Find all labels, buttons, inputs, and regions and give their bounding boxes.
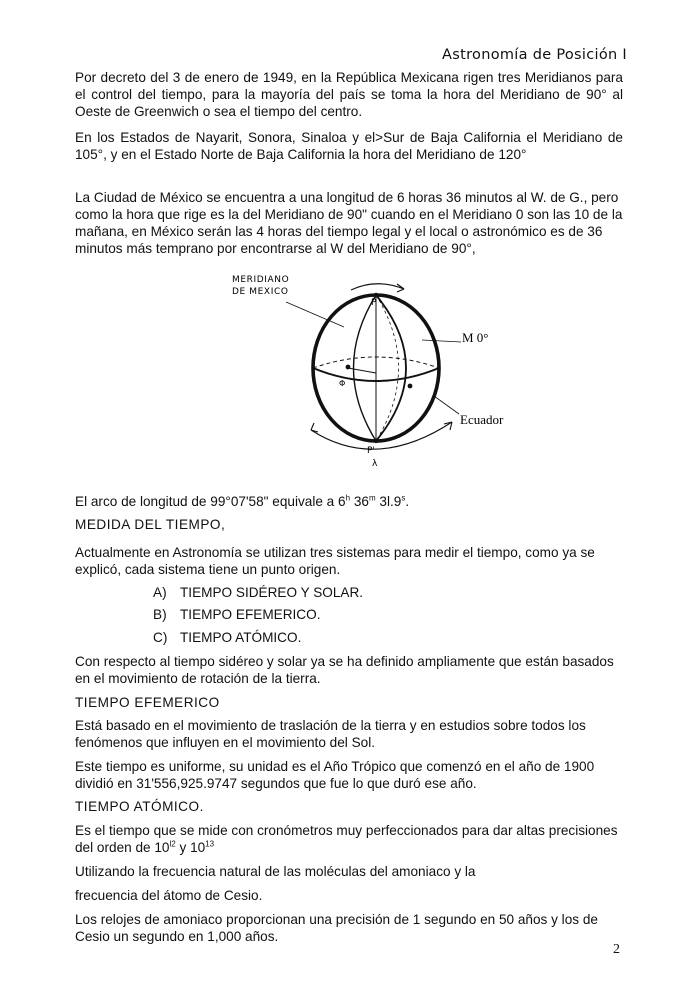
- m0-label-leader: [422, 340, 461, 342]
- longitude-lambda-label: λ: [372, 459, 378, 469]
- list-item-text: TIEMPO SIDÉREO Y SOLAR.: [180, 585, 364, 600]
- pole-south-label: P': [367, 446, 375, 456]
- latitude-radius: [348, 368, 376, 373]
- list-marker: A): [153, 585, 167, 600]
- celestial-sphere-diagram: [226, 272, 526, 482]
- paragraph-states-meridians: En los Estados de Nayarit, Sonora, Sinaloa y el>Sur de Baja California el Meridiano de 105°, y en el Estado Norte de Baja California la hora del Meridiano de 120°: [75, 130, 623, 162]
- arc-seconds-unit: s: [401, 493, 406, 503]
- latitude-phi-label: Φ: [339, 379, 346, 388]
- list-item-text: TIEMPO EFEMERICO.: [180, 607, 321, 622]
- ecuador-label: Ecuador: [460, 412, 504, 427]
- arc-text-a: El arco de longitud de 99°07'58" equivale a 6: [75, 494, 346, 509]
- paragraph-clock-precision: Los relojes de amoniaco proporcionan una precisión de 1 segundo en 50 años y los de Cesio un segundo en 1,000 años.: [75, 912, 598, 944]
- arc-text-b: 36: [350, 494, 369, 509]
- atomic-text-b: y 10: [175, 840, 206, 855]
- place-point: [346, 365, 351, 370]
- atomic-exponent-12: l2: [169, 839, 176, 849]
- greenwich-meridian-line: [376, 295, 406, 441]
- list-marker: C): [153, 630, 168, 645]
- arc-text-d: .: [405, 494, 410, 509]
- arc-text-c: 3l.9: [375, 494, 402, 509]
- running-header: Astronomía de Posición I: [442, 47, 627, 63]
- meridian-label-line1: MERIDIANO: [232, 275, 290, 285]
- list-item-atomico: [153, 629, 301, 646]
- arc-hours-unit: h: [345, 493, 351, 503]
- paragraph-cesium-frequency: frecuencia del átomo de Cesio.: [75, 888, 263, 903]
- page-number: 2: [613, 942, 620, 957]
- longitude-arc: [311, 422, 452, 449]
- celestial-sphere-figure: [226, 272, 526, 482]
- longitude-arrowhead-left: [311, 423, 318, 432]
- list-item-text: TIEMPO ATÓMICO.: [180, 630, 302, 645]
- heading-medida-del-tiempo: MEDIDA DEL TIEMPO,: [75, 517, 226, 532]
- list-marker: B): [153, 607, 167, 622]
- paragraph-decree: Por decreto del 3 de enero de 1949, en la República Mexicana rigen tres Meridianos para el control del tiempo, para la mayoría del país se toma la hora del Meridiano de 90° al Oeste de Greenwich o sea el tiempo del centro.: [75, 70, 623, 119]
- pole-north-point: [374, 293, 378, 297]
- meridian-label-line2: DE MEXICO: [232, 287, 289, 297]
- arc-minutes-unit: m: [368, 493, 376, 503]
- atomic-exponent-13: 13: [205, 839, 215, 849]
- back-meridian-line: [376, 295, 399, 441]
- rotation-arc: [351, 284, 404, 290]
- paragraph-tropical-year: Este tiempo es uniforme, su unidad es el Año Trópico que comenzó en el año de 1900 dividió en 31'556,925.9747 segundos que fue lo que duró ese año.: [75, 759, 595, 791]
- paragraph-ammonia-frequency: Utilizando la frecuencia natural de las moléculas del amoniaco y la: [75, 864, 476, 879]
- heading-tiempo-efemerico: TIEMPO EFEMERICO: [75, 695, 220, 710]
- paragraph-atomic-precision: [75, 822, 623, 856]
- m0-label: M 0°: [462, 330, 489, 345]
- heading-tiempo-atomico: TIEMPO ATÓMICO.: [75, 799, 204, 814]
- pole-north-label: P: [371, 298, 377, 308]
- paragraph-arc-longitude: [75, 493, 623, 510]
- paragraph-sidereal-solar: Con respecto al tiempo sidéreo y solar ya se ha definido ampliamente que están basados en el movimiento de rotación de la tierra.: [75, 654, 614, 686]
- greenwich-point: [408, 384, 413, 389]
- list-item-efemerico: [153, 606, 320, 623]
- list-item-sidereo: [153, 584, 363, 601]
- paragraph-ephemeris-basis: Está basado en el movimiento de traslación de la tierra y en estudios sobre todos los fenómenos que influyen en el movimiento del Sol.: [75, 718, 586, 750]
- paragraph-mexico-city-longitude: La Ciudad de México se encuentra a una longitud de 6 horas 36 minutos al W. de G., pero como la hora que rige es la del Meridiano de 90" cuando en el Meridiano 0 son las 10 de la mañana, en México serán las 4 horas del tiempo legal y el local o astronómico es de 36 minutos más temprano por encontrarse al W del Meridiano de 90°,: [75, 190, 623, 256]
- pole-south-point: [374, 439, 378, 443]
- paragraph-three-systems: Actualmente en Astronomía se utilizan tres sistemas para medir el tiempo, como ya se explicó, cada sistema tiene un punto origen.: [75, 545, 595, 577]
- meridian-mexico-line: [354, 295, 377, 441]
- ecuador-label-leader: [434, 396, 459, 414]
- atomic-text-a: Es el tiempo que se mide con cronómetros muy perfeccionados para dar altas precisiones del orden de 10: [75, 823, 618, 855]
